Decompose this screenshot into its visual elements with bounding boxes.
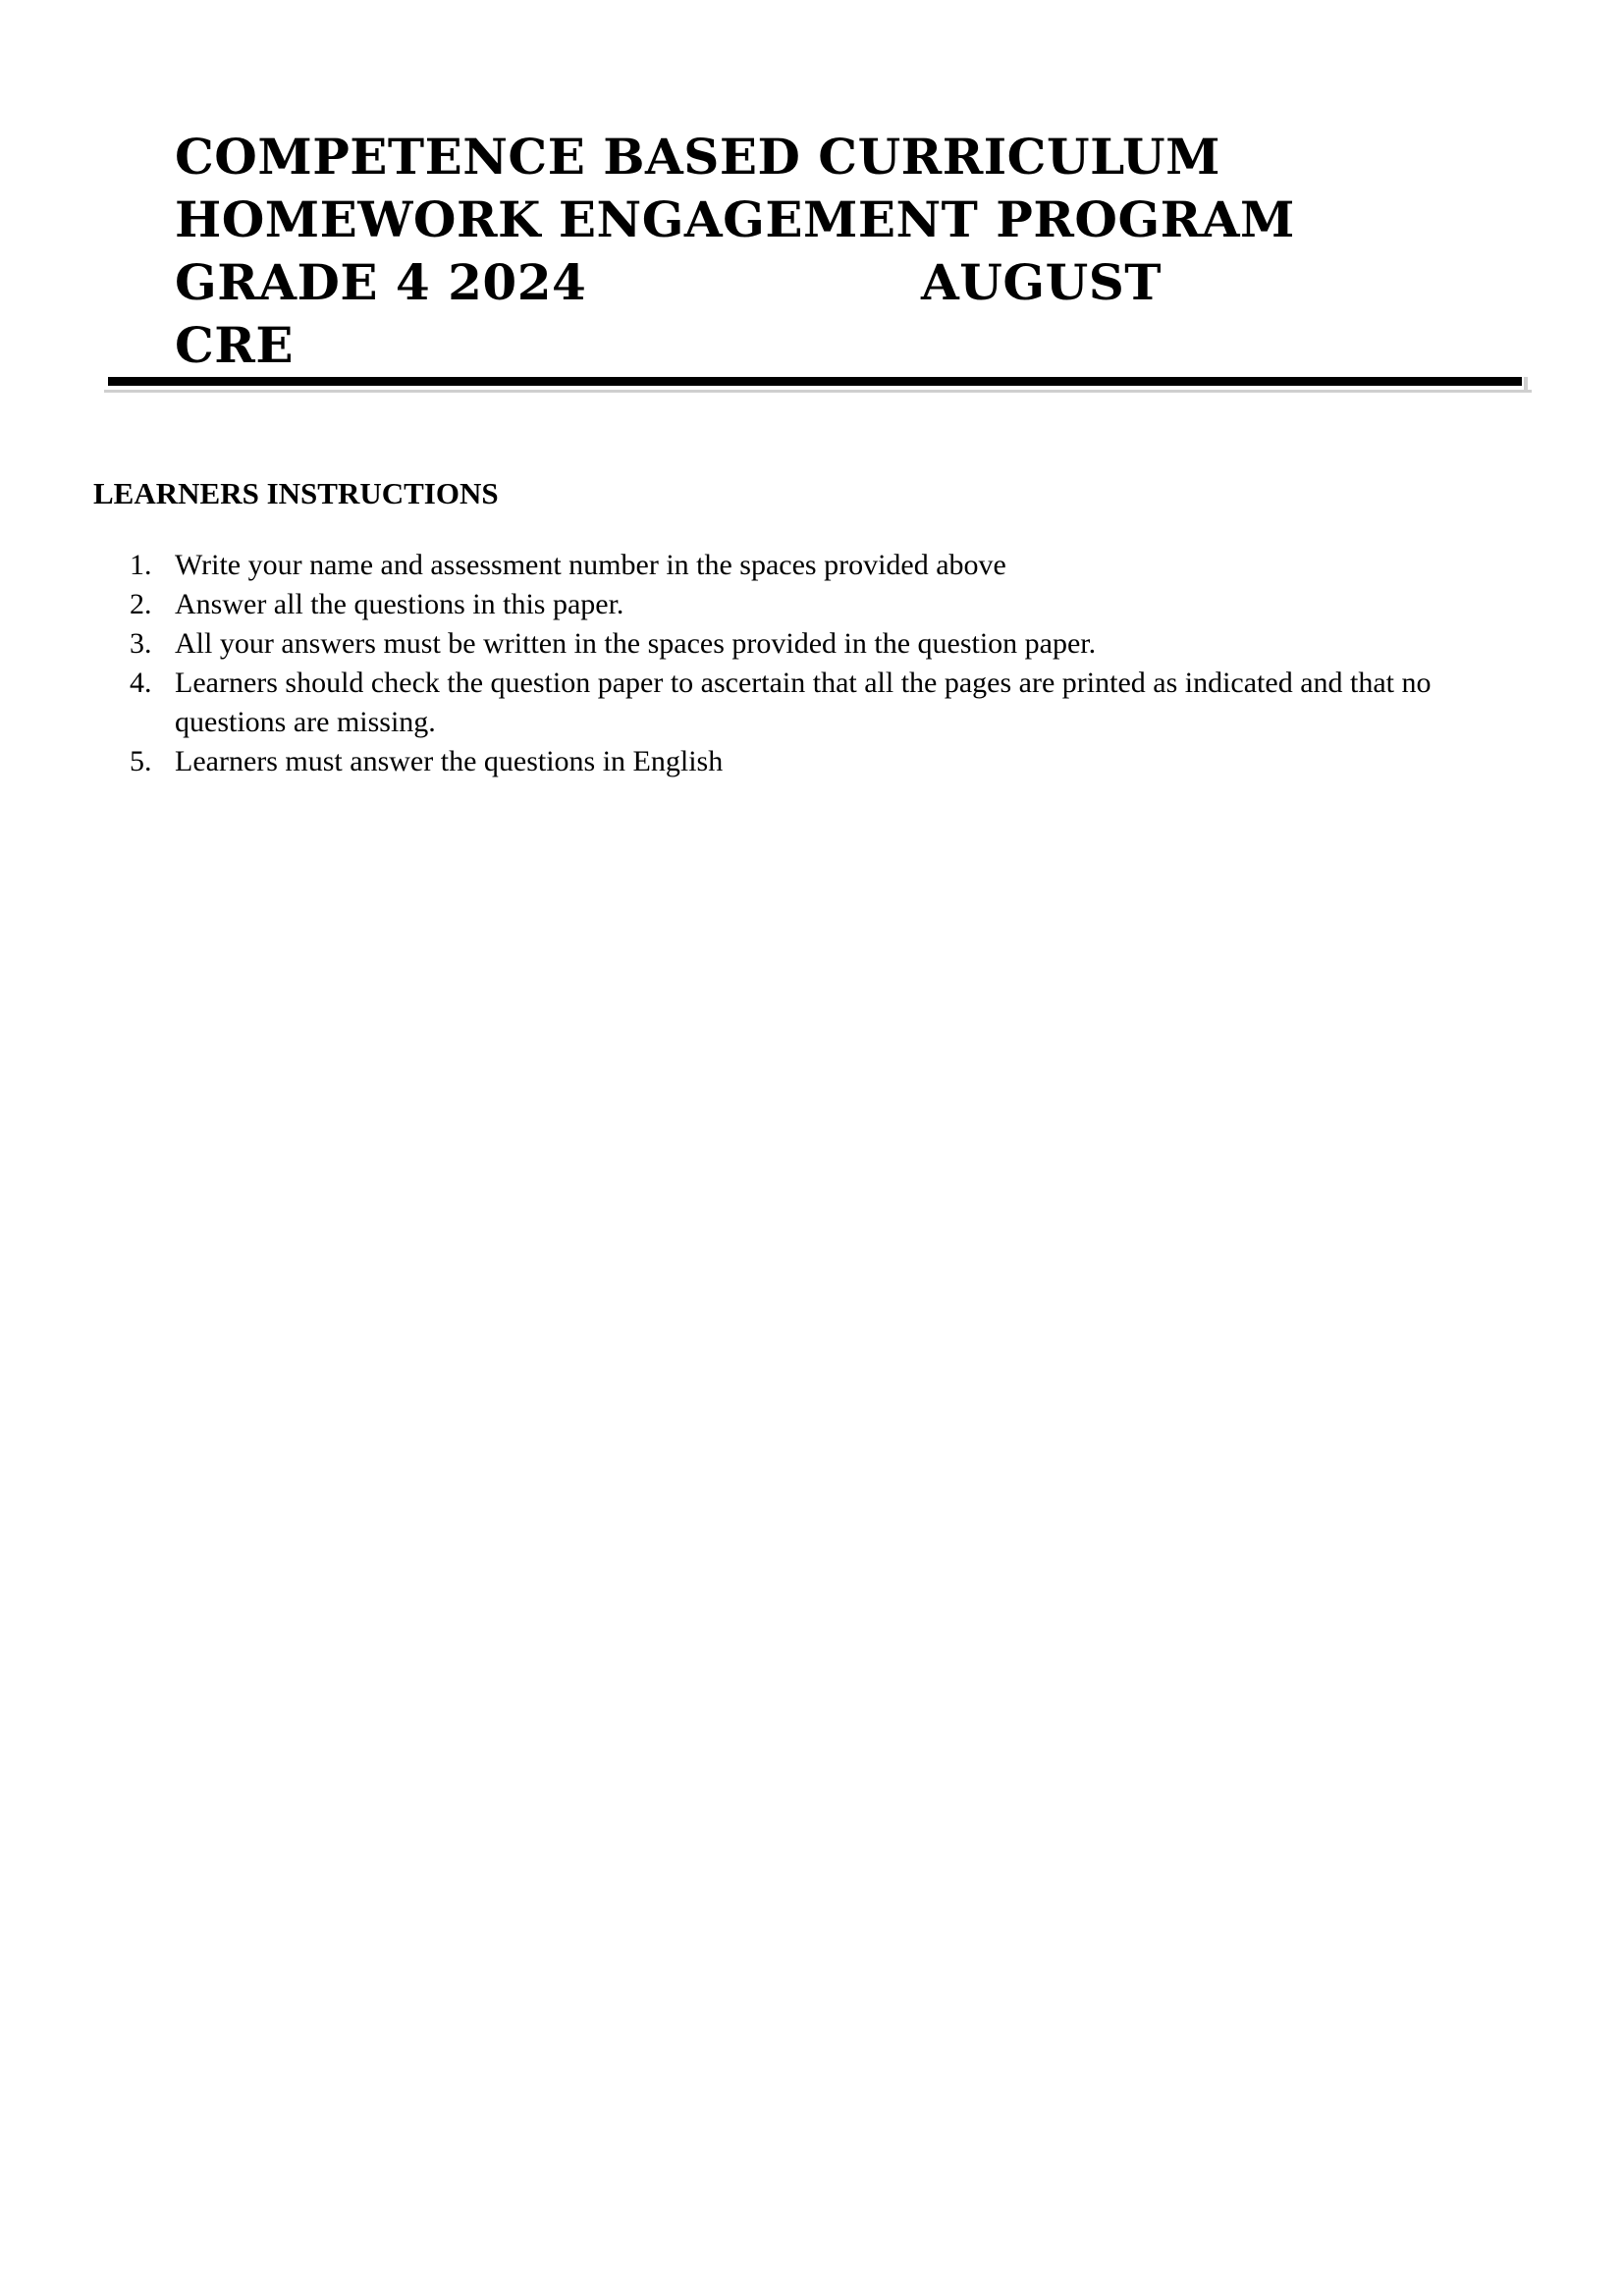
list-item	[130, 624, 1543, 664]
header-divider	[108, 377, 1522, 386]
list-item-text: Write your name and assessment number in the spaces provided above	[175, 549, 1006, 581]
list-item	[130, 546, 1543, 585]
exam-header	[175, 126, 1353, 377]
header-grade-row	[175, 251, 1353, 314]
list-item-text: Learners must answer the questions in English	[175, 745, 724, 777]
instructions-title: LEARNERS INSTRUCTIONS	[93, 476, 499, 510]
header-program: HOMEWORK ENGAGEMENT PROGRAM	[175, 190, 1295, 248]
list-item	[130, 742, 1543, 781]
header-subject: CRE	[175, 316, 294, 374]
list-item-number: 5.	[130, 745, 152, 777]
instructions-list	[130, 546, 1543, 781]
list-item-number: 4.	[130, 667, 152, 699]
list-item-text: Learners should check the question paper to ascertain that all the pages are printed as indicated and that no questions are missing.	[175, 667, 1432, 738]
header-curriculum: COMPETENCE BASED CURRICULUM	[175, 128, 1220, 186]
list-item-number: 2.	[130, 588, 152, 620]
header-divider-shadow	[104, 390, 1532, 393]
header-divider-edge	[1524, 377, 1528, 393]
list-item	[130, 664, 1543, 742]
list-item-text: All your answers must be written in the spaces provided in the question paper.	[175, 627, 1097, 660]
list-item	[130, 585, 1543, 624]
header-grade: GRADE 4 2024	[175, 253, 587, 311]
list-item-number: 3.	[130, 627, 152, 660]
list-item-text: Answer all the questions in this paper.	[175, 588, 624, 620]
header-month: AUGUST	[921, 253, 1163, 311]
list-item-number: 1.	[130, 549, 152, 581]
